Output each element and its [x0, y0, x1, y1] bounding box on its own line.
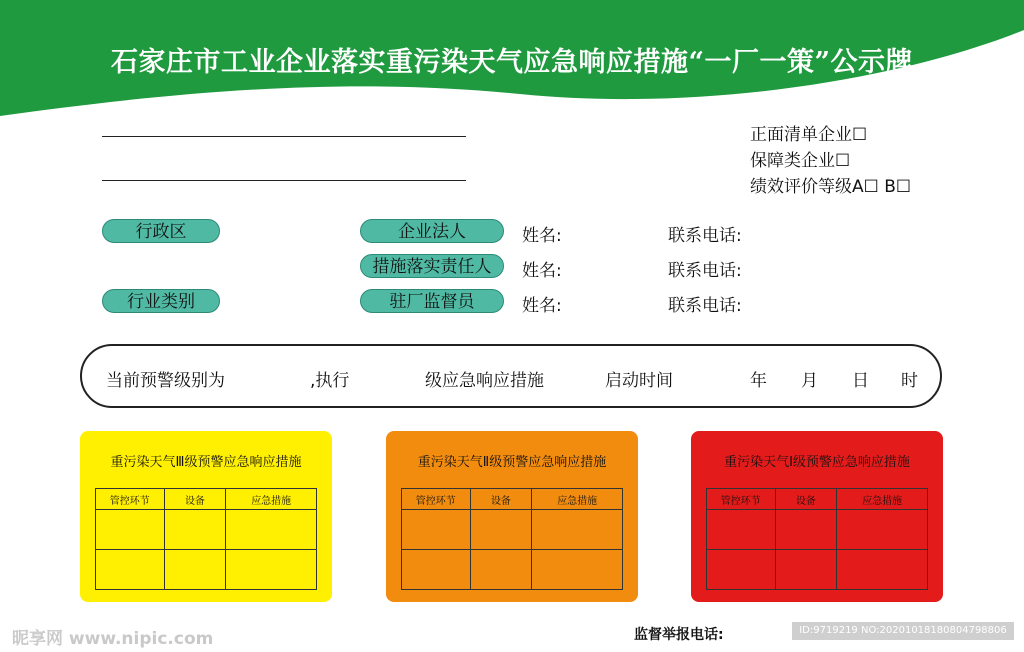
table-header: 管控环节: [96, 489, 165, 510]
table-header: 管控环节: [402, 489, 471, 510]
watermark-id: ID:9719219 NO:20201018180804798806: [792, 622, 1014, 640]
month-label: 月: [801, 371, 818, 391]
legal-person-phone-label: 联系电话:: [668, 226, 742, 246]
table-header: 管控环节: [707, 489, 776, 510]
page-title: 石家庄市工业企业落实重污染天气应急响应措施“一厂一策”公示牌: [110, 47, 914, 78]
year-label: 年: [750, 371, 767, 391]
table-row: [402, 550, 623, 590]
table-header: 应急措施: [226, 489, 317, 510]
table-header: 应急措施: [837, 489, 928, 510]
measures-table: [95, 488, 317, 590]
watermark-logo: 昵享网 www.nipic.com: [12, 629, 214, 649]
start-time-label: 启动时间: [605, 371, 673, 391]
card-title: 重污染天气Ⅰ级预警应急响应措施: [724, 455, 910, 470]
industry-pill: 行业类别: [102, 289, 220, 313]
card-title: 重污染天气Ⅱ级预警应急响应措施: [417, 455, 607, 470]
whitelist-enterprise-checkbox[interactable]: 正面清单企业☐: [750, 125, 868, 145]
company-address-line: [102, 180, 466, 181]
district-pill: 行政区: [102, 219, 220, 243]
measures-table: [401, 488, 623, 590]
execute-label: ,执行: [310, 371, 350, 391]
enterprise-category-list: [750, 122, 911, 200]
day-label: 日: [852, 371, 869, 391]
table-header: 设备: [470, 489, 532, 510]
responsible-person-pill: 措施落实责任人: [360, 254, 504, 278]
table-header: 设备: [775, 489, 837, 510]
level-3-card: [80, 431, 332, 602]
hour-label: 时: [901, 371, 918, 391]
supervisor-phone-label: 联系电话:: [668, 296, 742, 316]
table-header: 设备: [164, 489, 226, 510]
response-measures-label: 级应急响应措施: [425, 371, 544, 391]
measures-table: [706, 488, 928, 590]
responsible-phone-label: 联系电话:: [668, 261, 742, 281]
table-row: [707, 550, 928, 590]
table-row: [96, 510, 317, 550]
level-2-card: [386, 431, 638, 602]
level-1-card: [691, 431, 943, 602]
supervisor-name-label: 姓名:: [522, 296, 562, 316]
legal-person-pill: 企业法人: [360, 219, 504, 243]
supervisor-pill: 驻厂监督员: [360, 289, 504, 313]
table-row: [402, 510, 623, 550]
table-header: 应急措施: [532, 489, 623, 510]
legal-person-name-label: 姓名:: [522, 226, 562, 246]
table-row: [96, 550, 317, 590]
table-row: [707, 510, 928, 550]
performance-grade-checkbox[interactable]: 绩效评价等级A☐ B☐: [750, 177, 912, 197]
alert-status-box: [80, 344, 942, 408]
current-level-label: 当前预警级别为: [106, 371, 225, 391]
company-name-line: [102, 136, 466, 137]
guarantee-enterprise-checkbox[interactable]: 保障类企业☐: [750, 151, 851, 171]
responsible-name-label: 姓名:: [522, 261, 562, 281]
hotline-label: 监督举报电话:: [634, 627, 724, 643]
card-title: 重污染天气Ⅲ级预警应急响应措施: [110, 455, 302, 470]
